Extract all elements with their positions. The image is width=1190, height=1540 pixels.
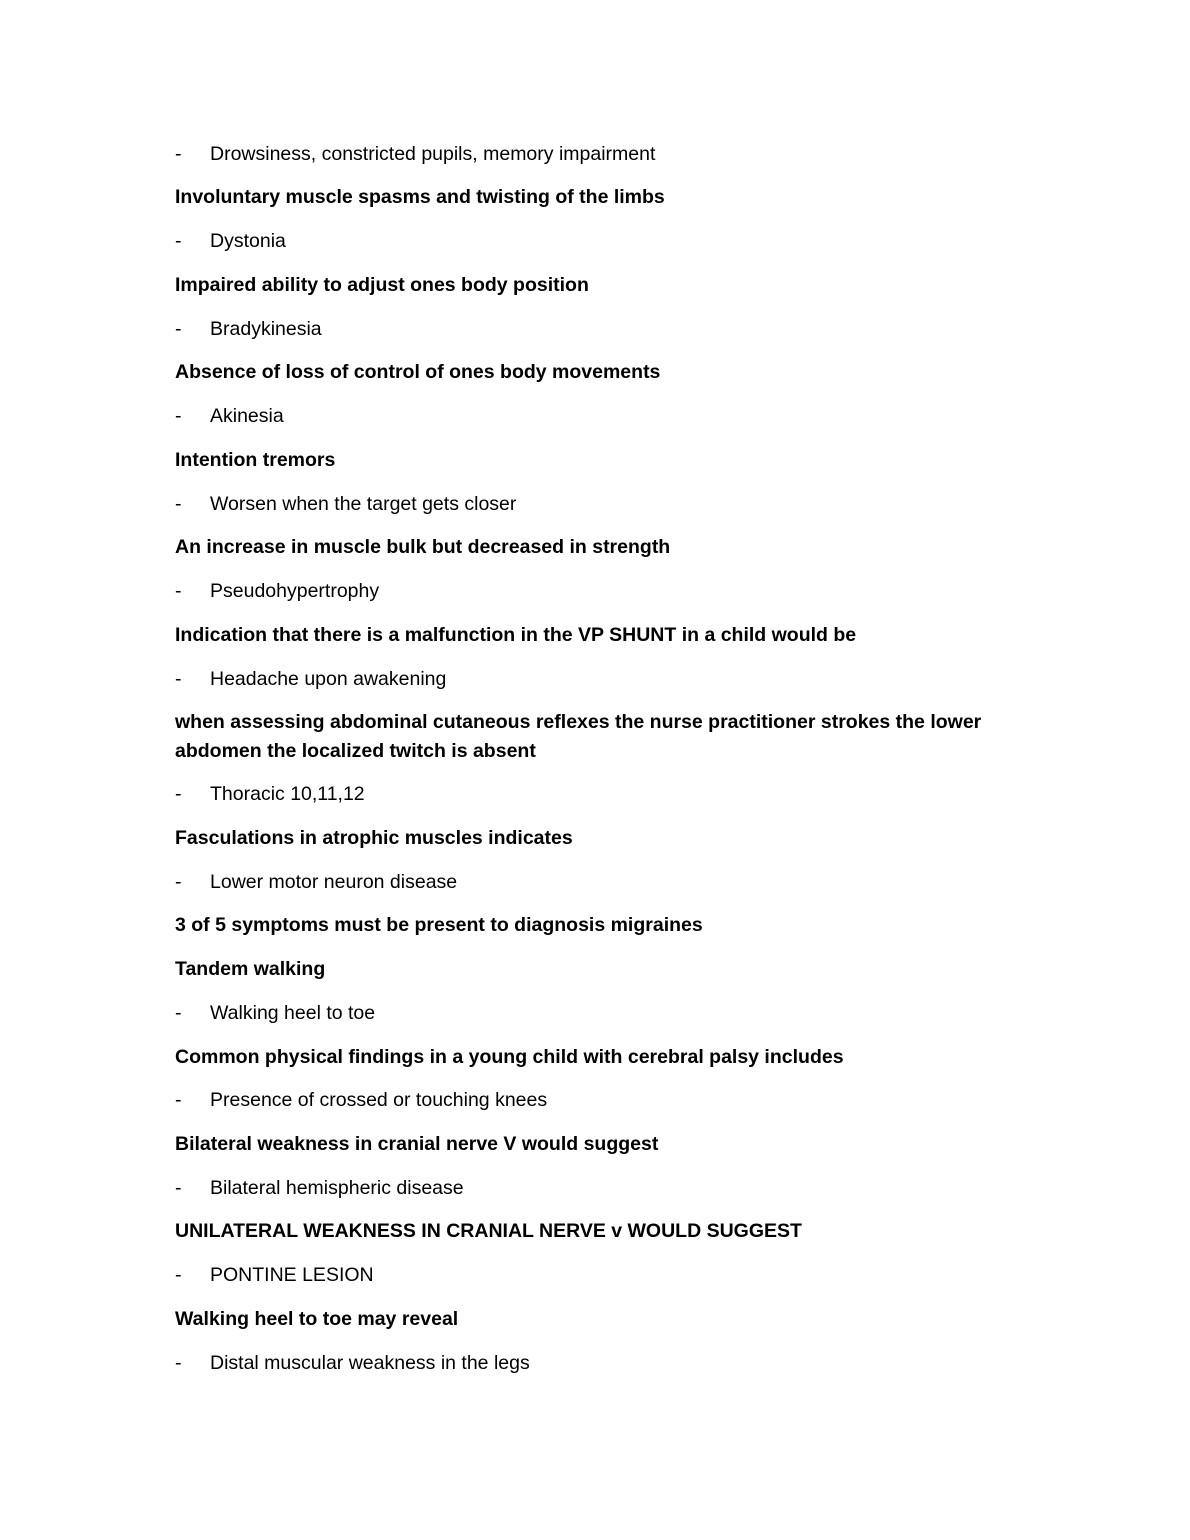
question-heading: Walking heel to toe may reveal <box>175 1308 459 1330</box>
answer-text: Bradykinesia <box>210 318 322 340</box>
answer-text: PONTINE LESION <box>210 1264 374 1286</box>
bullet-dash: - <box>175 143 182 165</box>
answer-text: Lower motor neuron disease <box>210 871 458 893</box>
answer-text: Dystonia <box>210 230 286 252</box>
question-heading: An increase in muscle bulk but decreased in strength <box>175 536 671 558</box>
answer-text: Pseudohypertrophy <box>210 580 380 602</box>
answer-text: Bilateral hemispheric disease <box>210 1177 464 1199</box>
question-heading: 3 of 5 symptoms must be present to diagnosis migraines <box>175 914 703 936</box>
question-heading: Common physical findings in a young child with cerebral palsy includes <box>175 1046 844 1068</box>
question-heading: when assessing abdominal cutaneous reflexes the nurse practitioner strokes the lower abdomen the localized twitch is absent <box>175 711 982 762</box>
bullet-dash: - <box>175 1002 182 1024</box>
question-heading: Intention tremors <box>175 449 336 471</box>
question-heading: Absence of loss of control of ones body movements <box>175 361 661 383</box>
answer-text: Thoracic 10,11,12 <box>210 783 365 805</box>
bullet-dash: - <box>175 493 182 515</box>
answer-text: Drowsiness, constricted pupils, memory impairment <box>210 143 656 165</box>
bullet-dash: - <box>175 1264 182 1286</box>
bullet-dash: - <box>175 871 182 893</box>
answer-text: Akinesia <box>210 405 284 427</box>
answer-text: Headache upon awakening <box>210 668 447 690</box>
bullet-dash: - <box>175 1352 182 1374</box>
bullet-dash: - <box>175 1177 182 1199</box>
bullet-dash: - <box>175 230 182 252</box>
question-heading: Tandem walking <box>175 958 326 980</box>
bullet-dash: - <box>175 318 182 340</box>
question-heading: Impaired ability to adjust ones body position <box>175 274 589 296</box>
question-heading: UNILATERAL WEAKNESS IN CRANIAL NERVE v WOULD SUGGEST <box>175 1220 802 1242</box>
bullet-dash: - <box>175 1089 182 1111</box>
question-heading: Involuntary muscle spasms and twisting of the limbs <box>175 186 665 208</box>
answer-text: Worsen when the target gets closer <box>210 493 517 515</box>
answer-text: Presence of crossed or touching knees <box>210 1089 548 1111</box>
bullet-dash: - <box>175 783 182 805</box>
answer-text: Distal muscular weakness in the legs <box>210 1352 530 1374</box>
question-heading: Fasculations in atrophic muscles indicates <box>175 827 573 849</box>
bullet-dash: - <box>175 580 182 602</box>
question-heading: Indication that there is a malfunction in the VP SHUNT in a child would be <box>175 624 857 646</box>
bullet-dash: - <box>175 668 182 690</box>
bullet-dash: - <box>175 405 182 427</box>
question-heading: Bilateral weakness in cranial nerve V would suggest <box>175 1133 659 1155</box>
answer-text: Walking heel to toe <box>210 1002 376 1024</box>
